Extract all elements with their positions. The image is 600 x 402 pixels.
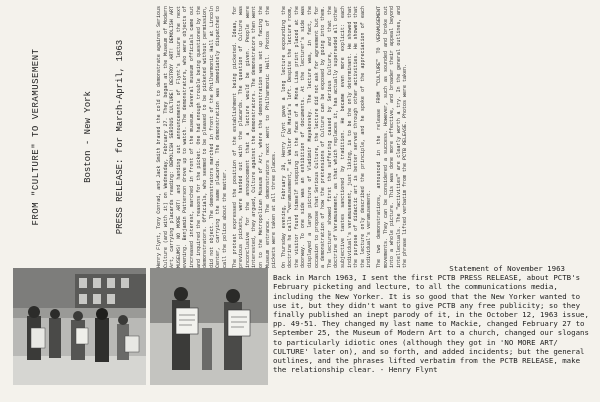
picket-photo-placards (150, 268, 268, 385)
picket-photo-street (13, 268, 146, 385)
press-release-rotated (18, 6, 578, 268)
release-title: FROM "CULTURE" TO VERAMUSEMENT (31, 48, 41, 226)
release-heading (18, 6, 150, 268)
statement-block (273, 264, 595, 384)
release-paragraph: On Thursday evening, February 28, Henry Flynt gave a long lecture expounding the doctrine he calls "veramusement," at Walter De Maria's loft. Despite the lecture room, the visitor found himself stepping in the face of a Mona Lisa print placed at the doorway. To one side was an exhibition of documents. At the lecturer's side was displayed a large picture of Vladimir Mayakovsky. The lecture was, in fact, the occasion to propose that Serious Culture, the lecture did not ask for agreement but for a demonstration of how the pretensions of Culture can be exposed by going into them. The lecturer showed first the suffering caused by Serious Culture, and that the doctrine of Veramusement, as that which replaces it, has actually superseded all other subjective tastes sanctioned by tradition. He became even more explicit: each individual's veramusement, just liking, is to be the only determinant. He showed that the purpose of didactic art is better served through other activities. He showed that the lecture only described the principle, and he spoke of the appreciation of each individual's veramusement. (280, 6, 373, 268)
statement-text: Back in March 1963, I sent the first PCTB PRESS RELEASE, about PCTB's February picketing and lecture, to all the communications media, including the New Yorker. It is so good that the New Yorker wanted to use it, but they didn't want to give PCTB any free publicity; so they finally published an inept parody of it, in the October 12, 1963 issue, pp. 49-51. They changed my last name to Mackie, changed February 27 to September 25, the Museum of Modern Art to a church, changed our slogans to particularly idiotic ones (although they got in 'NO MORE ART/ CULTURE' later on), and so forth, and added incidents; but the general outlines, and the phrases lifted verbatim from the PCTB RELEASE, make the relationship clear. - Henry Flynt (273, 273, 589, 375)
release-paragraph: Henry Flynt, Tony Conrad, and Jack Smith braved the cold to demonstrate against Serious Culture (and with it) on Wednesday, February 27. They began at the Museum of Modern Art, carrying placards reading: DEMOLISH SERIOUS CULTURE! DESTROY ART! DEMOLISH ART MUSEUMS! NO MORE ART! and handing out announcements of Flynt's lecture the next evening. Benjamin Patterson drove up to watch. The demonstrators, who were objects of increased interest, marched in front of the museum. Several museum officials came out and inquired the reasons for the picket. One had enough trouble being questioned by the demonstrators. Officials, who seemed to be pleased to be picketed without permission, did not object. The demonstrators marched in front of the Philharmonic Hall at Lincoln Center, carrying the same placards. The demonstration was immediately dispatched to call the police about the matter. (156, 6, 228, 268)
release-paragraph: The two demonstrations, announced in the release FROM "CULTURE" TO VERAMUSEMENT movements. They can be considered a success. However, such as sounded and broke out into a whole picture. This was done more effective, and broader their appeal beyond intellectuals. The "activities" are clearly worth a try. In the general outlines, and the phrase lifted verbatim from the PCTB RELEASE. Photos were taken. (376, 6, 409, 268)
statement-header: Statement of November 1963 (449, 264, 565, 273)
release-location: Boston - New York (83, 91, 93, 183)
release-date-line: PRESS RELEASE: for March-April, 1963 (115, 39, 125, 235)
release-body (156, 6, 572, 268)
release-paragraph: The protest expressed the position of the establishment being picketed. Ideas, for previous pickets, were handed out with the placards. The question of Culture was inconclusive for the announcement that a lecture would be given. People were interested, they argued, Culture against the demonstrators. The demonstrators then went on to the Metropolitan Museum of Art, where the demonstration was set up facing the Museum entrance. The demonstrators next went to Philharmonic Hall. Photos of the pickets were taken at all three places. (231, 6, 278, 268)
